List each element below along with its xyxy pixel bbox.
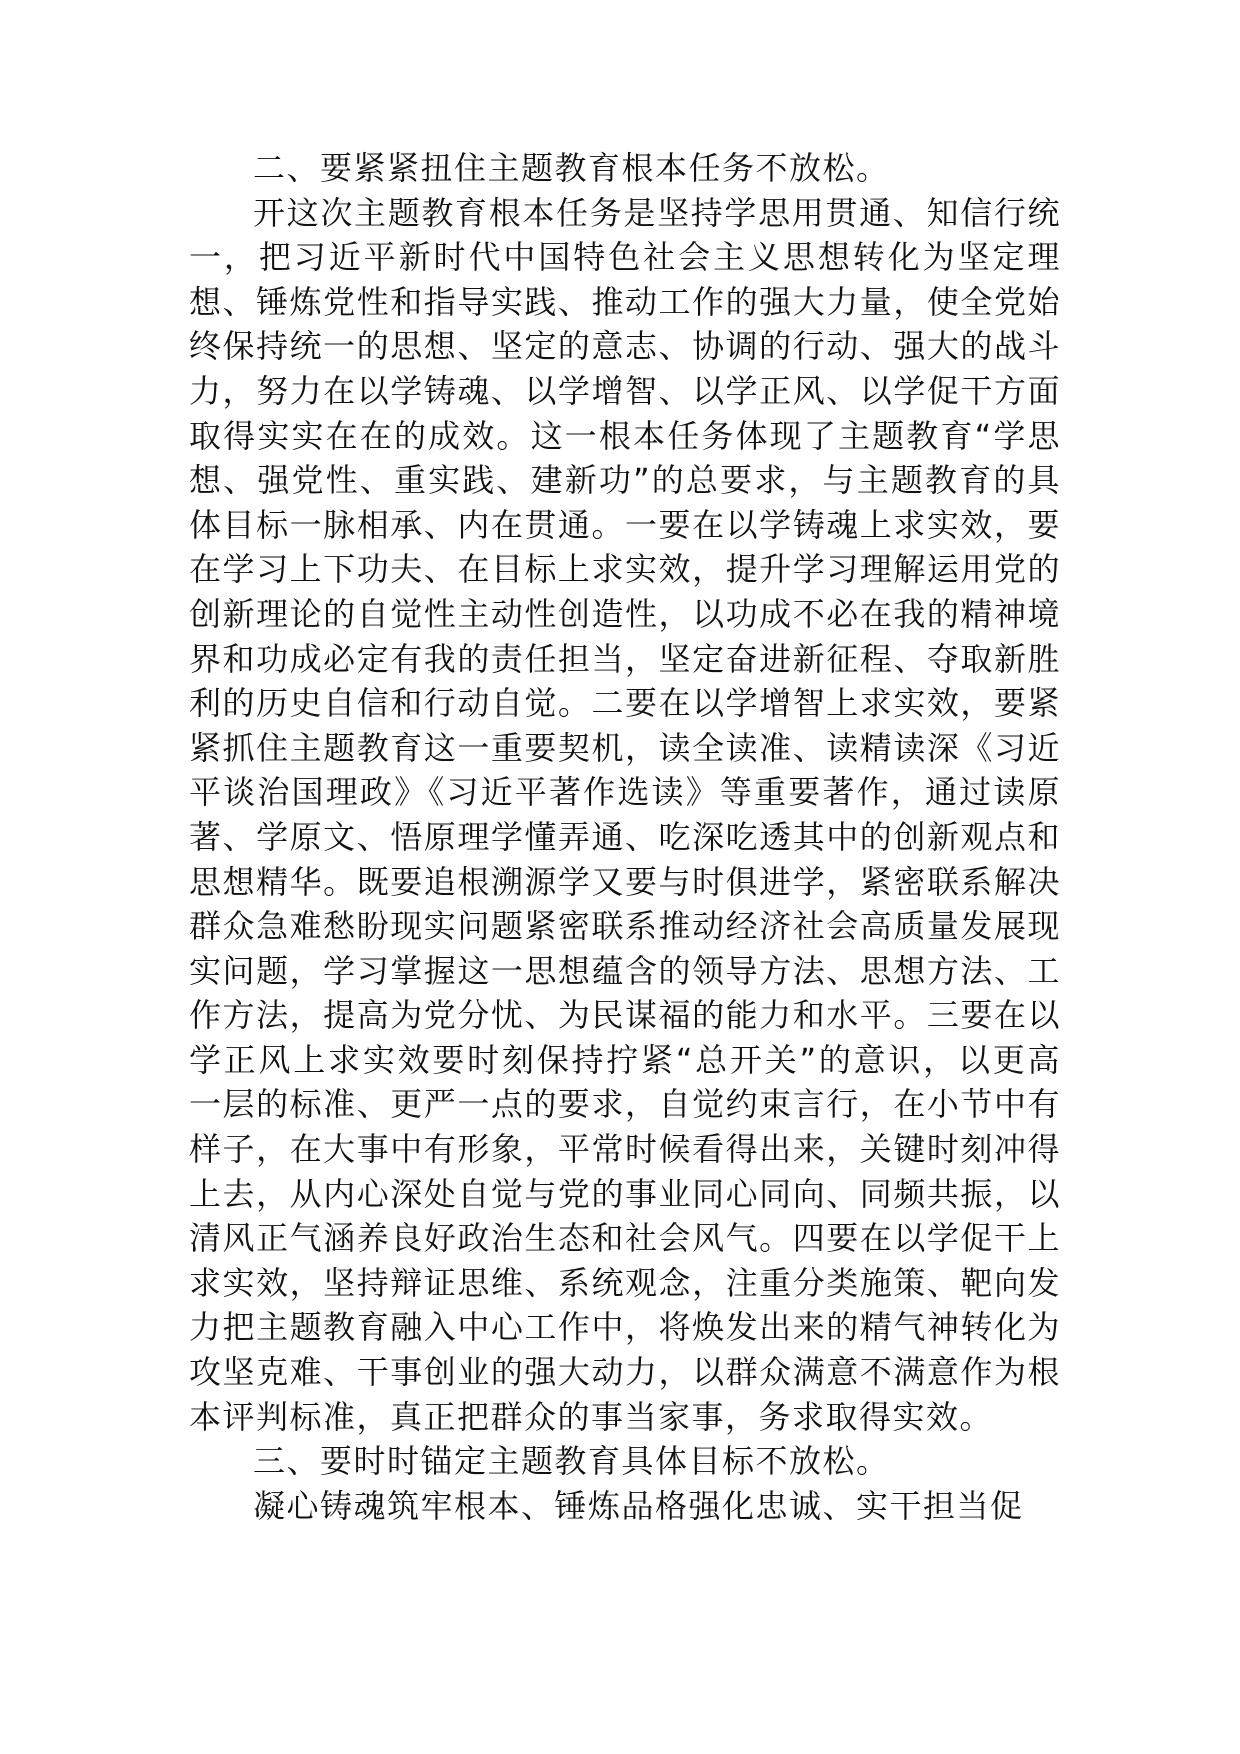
section-2-body: 开这次主题教育根本任务是坚持学思用贯通、知信行统一，把习近平新时代中国特色社会主义思想转化为坚定理想、锤炼党性和指导实践、推动工作的强大力量，使全党始终保持统一的思想、坚定的意志、协调的行动、强大的战斗力，努力在以学铸魂、以学增智、以学正风、以学促干方面取得实实在在的成效。这一根本任务体现了主题教育“学思想、强党性、重实践、建新功”的总要求，与主题教育的具体目标一脉相承、内在贯通。一要在以学铸魂上求实效，要在学习上下功夫、在目标上求实效，提升学习理解运用党的创新理论的自觉性主动性创造性，以功成不必在我的精神境界和功成必定有我的责任担当，坚定奋进新征程、夺取新胜利的历史自信和行动自觉。二要在以学增智上求实效，要紧紧抓住主题教育这一重要契机，读全读准、读精读深《习近平谈治国理政》《习近平著作选读》等重要著作，通过读原著、学原文、悟原理学懂弄通、吃深吃透其中的创新观点和思想精华。既要追根溯源学又要与时俱进学，紧密联系解决群众急难愁盼现实问题紧密联系推动经济社会高质量发展现实问题，学习掌握这一思想蕴含的领导方法、思想方法、工作方法，提高为党分忧、为民谋福的能力和水平。三要在以学正风上求实效要时刻保持拧紧“总开关”的意识，以更高一层的标准、更严一点的要求，自觉约束言行，在小节中有样子，在大事中有形象，平常时候看得出来，关键时刻冲得上去，从内心深处自觉与党的事业同心同向、同频共振，以清风正气涵养良好政治生态和社会风气。四要在以学促干上求实效，坚持辩证思维、系统观念，注重分类施策、靶向发力把主题教育融入中心工作中，将焕发出来的精气神转化为攻坚克难、干事创业的强大动力，以群众满意不满意作为根本评判标准，真正把群众的事当家事，务求取得实效。 [189,193,1061,1436]
document-page [189,146,1061,1528]
section-3-body: 凝心铸魂筑牢根本、锤炼品格强化忠诚、实干担当促 [253,1486,1024,1525]
section-2-heading: 二、要紧紧扭住主题教育根本任务不放松。 [253,149,890,187]
section-3-heading: 三、要时时锚定主题教育具体目标不放松。 [253,1442,890,1481]
